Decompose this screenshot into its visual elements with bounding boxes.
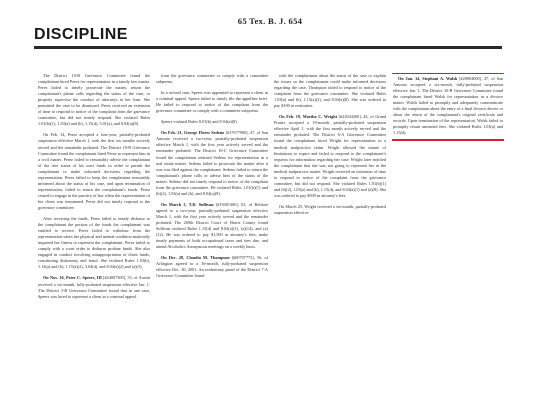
paragraph: On Feb. 21, George Flores Sedeno [#17677900], 47, of San Antonio received a two-year, partially-probated suspension effective March 1, with the first year actively served and the remainder probated. The District 10-C Grievance Committee found the complainant retained Sedeno for representation in a real estate matter. Sedeno failed to prosecute the matter after it was was filed against the complainant. Sedeno failed to return the complainant's phone calls or advise him of the status of the matter. Sedeno did not timely respond to notice of the complaint from the grievance committee. He violated Rules 1.01(b)(1) and (b)(2), 1.03(a) and (b), and 8.04(a)(8). — [156, 130, 268, 196]
column-4 — [392, 73, 504, 401]
column-3 — [274, 73, 386, 401]
column-1 — [38, 73, 150, 401]
paragraph: On Nov. 16, Peter C. Speers, III [#24007300], 55, of Austin received a six-month, fully-probated suspension effective Jan. 1. The District 3-B Grievance Committee found that in one case, Speers was hired to represent a client in a criminal appeal. — [38, 275, 150, 299]
highlighted-entry — [392, 73, 504, 141]
paragraph: On Feb. 14, Perez accepted a four-year, partially-probated suspension effective March 1, with the first six months actively served and the remainder probated. The District 10-B Grievance Committee found the complainant hired Perez to represent him in a civil matter. Perez failed to reasonably advise the complainant of the true status of his trust funds in order to permit the complainant to make informed decisions regarding the representation. Perez failed to keep the complainant reasonably informed about the status of his case, and upon termination of representation, failed to return the complainant's funds. Perez ceased to engage in the practice of law when the representation of her client was terminated. Perez did not timely respond to the grievance committee. — [38, 132, 150, 210]
paragraph: Speers violated Rules 8.01(b) and 8.04(a)(8). — [161, 119, 238, 125]
paragraph: On March 25, Wright received a six-month, partially-probated suspension effective — [274, 203, 386, 215]
paragraph: After receiving the funds, Perez failed to timely disburse to the complainant the portion of the funds the complainant was entitled to receive. Perez failed to withdraw from the representation when her physical and mental condition materially impaired her fitness to represent the complainant. Perez failed to comply with a court order to disburse probate funds. She also engaged in conduct involving misappropriation of client funds, constituting dishonesty and fraud. She violated Rules 1.03(b), 1.14(a) and (b), 1.15(a)(2), 3.04(d), and 8.04(a)(2) and (a)(3). — [38, 216, 150, 270]
paragraph: On Dec. 28, Claudia M. Thompson [#00797773], 56, of Arlington agreed to a 36-month, fully-probated suspension effective Dec. 30, 2001. An evidentiary panel of the District 7-A Grievance Committee found — [156, 255, 268, 279]
paragraph: with the complainants about the status of the case or explain the issues so the complainants could make informed decisions regarding the case. Thompson failed to respond to notice of the complaint from the grievance committee. She violated Rules 1.03(a) and (b), 1.15(a)(2), and 8.04(a)(8). She was ordered to pay $100 in restitution. — [274, 73, 386, 109]
title-rule — [34, 46, 502, 49]
paragraph: The District 10-B Grievance Committee found the complainant hired Perez for representation in a family law matter. Perez failed to timely prosecute the matter, return the complainant's phone calls regarding the status of the case, or properly supervise the conduct of attorneys in her firm. She permitted the case to be dismissed. Perez received an extension of time to respond to notice of the complaint from the grievance committee, but did not timely respond. She violated Rules 1.01(b)(1), 1.03(a) and (b), 1.15(d), 5.01(a), and 8.04(a)(8). — [38, 73, 150, 127]
paragraph: On March 3, T.D. Sullivan [#19491300], 63, of Bellaire agreed to a two-year, partially-probated suspension effective March 1, with the first year actively served and the remainder probated. The 269th District Court of Harris County found Sullivan violated Rules 1.15(d) and 8.04(a)(1), (a)(14), and (a)(12). He was ordered to pay $1,500 in attorney's fees, make timely payments of both occupational taxes and fees due, and attend Alcoholics Anonymous meetings on a weekly basis. — [156, 201, 268, 250]
page-header: 65 Tex. B. J. 654 — [237, 16, 303, 26]
paragraph: On Jan. 14, Stephani A. Walsh [#20804000], 47, of San Antonio accepted a six-month, fully-probated suspension effective Jan. 1. The District 10-B Grievance Committee found the complainant hired Walsh for representation in a divorce matter. Walsh failed to promptly and adequately communicate with the complainant about the entry of a final divorce decree or about the return of the complainant's original certificate and records. Upon termination of the representation, Walsh failed to promptly return unearned fees. She violated Rules 1.03(a) and 1.15(d). — [393, 76, 503, 136]
column-2 — [156, 73, 268, 401]
paragraph: On Feb. 19, Martha C. Wright [#22044300], 44, of Grand Prairie accepted a 19-month, partially-probated suspension effective April 1, with the first month actively served and the remainder probated. The District 6-A Grievance Committee found the complainant hired Wright for representation in a medical malpractice claim. Wright allowed the statute of limitations to expire and failed to respond to the complainant's requests for information regarding her case. Wright later notified the complainant that she was not going to represent her in the medical malpractice matter. Wright received an extension of time to respond to notice of the complaint from the grievance committee, but did not respond. She violated Rules 1.01(b)(1) and (b)(2), 1.03(a) and (b), 1.15(d), and 8.04(a)(1) and (a)(8). She was ordered to pay $500 in attorney's fees. — [274, 114, 386, 198]
paragraph: In a second case, Speers was appointed to represent a client in a criminal appeal. Speers failed to timely file the appellate brief. He failed to respond to notice of the complaint from the grievance committee or comply with a committee subpoena. — [156, 90, 268, 114]
section-title: DISCIPLINE — [34, 26, 128, 43]
paragraph: from the grievance committee or comply with a committee subpoena. — [156, 73, 268, 85]
